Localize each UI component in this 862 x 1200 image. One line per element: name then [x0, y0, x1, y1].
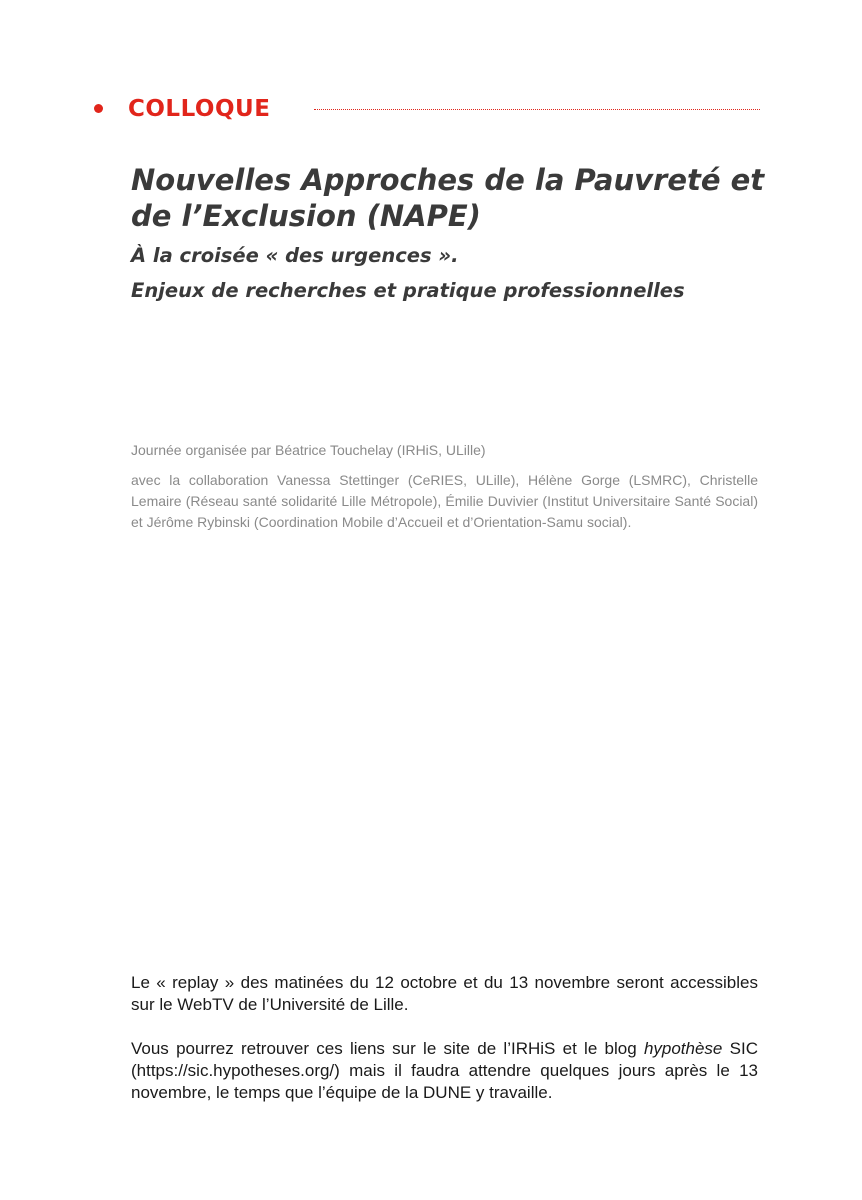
subtitle-line-1: À la croisée « des urgences ».	[131, 244, 459, 267]
organized-by: Journée organisée par Béatrice Touchelay (IRHiS, ULille)	[131, 442, 486, 458]
links-text-part-1: Vous pourrez retrouver ces liens sur le site de l’IRHiS et le blog	[131, 1039, 644, 1058]
collaboration-text: avec la collaboration Vanessa Stettinger (CeRIES, ULille), Hélène Gorge (LSMRC), Christelle Lemaire (Réseau santé solidarité Lille Métropole), Émilie Duvivier (Institut Universitaire Santé Social) et Jérôme Rybinski (Coordination Mobile d’Accueil et d’Orientation-Samu social).	[131, 472, 758, 530]
replay-block	[131, 972, 758, 1104]
replay-paragraph: Le « replay » des matinées du 12 octobre et du 13 novembre seront accessibles sur le WebTV de l’Université de Lille.	[131, 973, 758, 1014]
links-text-part-2: SIC (https://sic.hypotheses.org/) mais il faudra attendre quelques jours après le 13 novembre, le temps que l’équipe de la DUNE y travaille.	[131, 1039, 758, 1102]
organizers-block	[131, 440, 758, 533]
links-paragraph	[131, 1038, 758, 1104]
section-header	[94, 92, 760, 126]
subtitle-line-2: Enjeux de recherches et pratique professionnelles	[131, 279, 685, 302]
dotted-divider	[314, 109, 760, 110]
subtitle	[131, 238, 771, 308]
main-title: Nouvelles Approches de la Pauvreté et de l’Exclusion (NAPE)	[131, 163, 765, 233]
section-label: COLLOQUE	[128, 96, 271, 122]
bullet-icon	[94, 104, 103, 113]
title-block	[131, 162, 771, 308]
links-text-emphasis: hypothèse	[643, 1039, 723, 1058]
